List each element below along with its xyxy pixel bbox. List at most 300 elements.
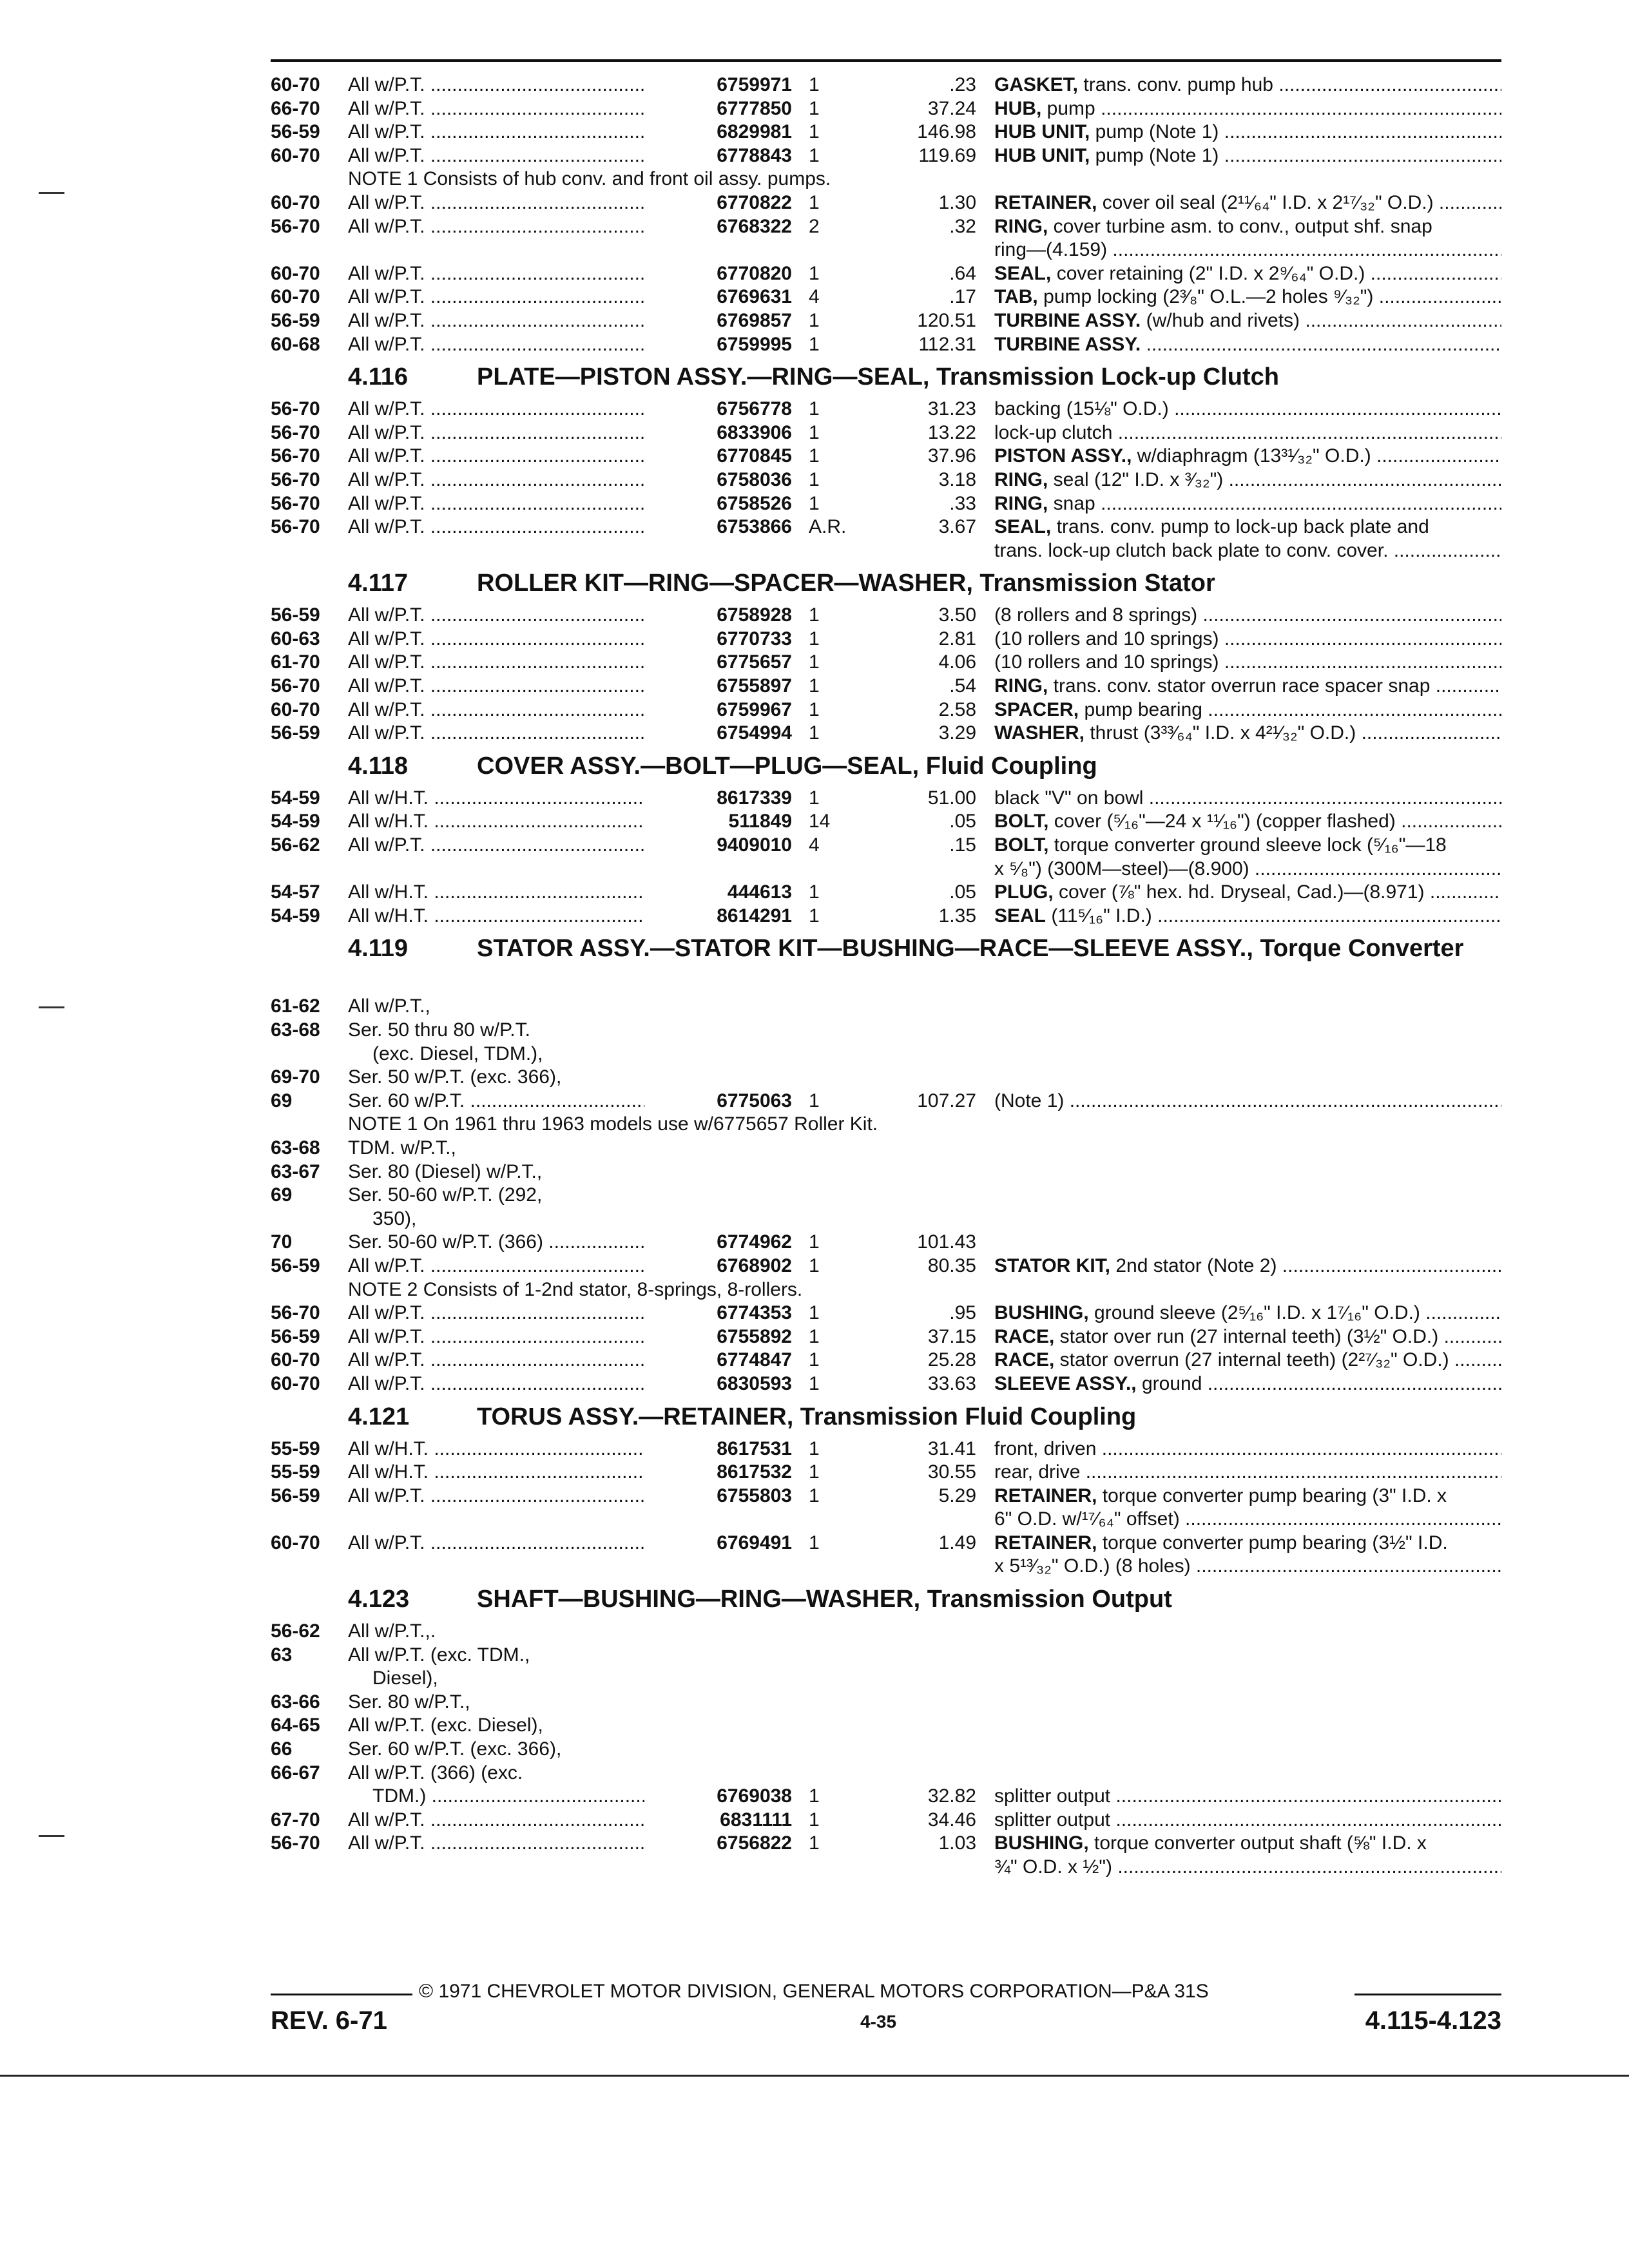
part-row [271,1231,1501,1254]
footer-rule-left [271,1994,412,1995]
model-years: 60-63 [271,628,320,649]
part-name [994,73,1501,97]
part-number: 6758928 [644,604,792,628]
footer-page-number: 4-35 [860,2012,897,2032]
quantity: A.R. [809,516,847,538]
margin-mark [39,192,64,194]
quantity: 1 [809,398,820,420]
part-name-detail: front, driven [994,1437,1097,1459]
part-name-keyword: BOLT, [994,834,1049,856]
part-name-detail: splitter output [994,1785,1111,1807]
application-desc: All w/P.T. ..... [348,1302,670,1325]
application-desc: All w/P.T. (366) (exc. [348,1762,523,1783]
part-row [271,1372,1501,1396]
application-desc: 350), [372,1207,417,1229]
quantity: 1 [809,97,820,119]
model-years: 60-70 [271,1532,320,1553]
application-desc: All w/P.T. ..... [348,834,670,858]
model-years: 54-59 [271,905,320,927]
bottom-rule [0,2075,1629,2077]
model-years: 60-68 [271,333,320,355]
part-name [994,1461,1501,1485]
part-name-detail: x 5¹³⁄₃₂" O.D.) (8 holes) [994,1555,1191,1577]
model-years: 61-62 [271,995,320,1017]
model-years: 56-70 [271,1832,320,1854]
part-name [994,120,1501,144]
price: 1.35 [938,905,976,927]
part-number: 6753866 [644,515,792,539]
application-desc: Ser. 50 thru 80 w/P.T. [348,1019,530,1041]
application-desc: All w/P.T. ..... [348,73,670,97]
part-name-detail: cover retaining (2" I.D. x 2⁹⁄₆₄" O.D.) [1051,262,1365,284]
model-years: 63-67 [271,1160,320,1182]
model-years: 69 [271,1090,293,1111]
part-name-keyword: GASKET, [994,74,1079,95]
part-name [994,262,1501,286]
section-title: COVER ASSY.—BOLT—PLUG—SEAL, Fluid Coupling [477,752,1097,780]
price: 51.00 [927,787,976,809]
part-name [994,1349,1501,1372]
part-name-keyword: HUB UNIT, [994,121,1090,143]
application-desc: All w/H.T. ..... [348,787,670,811]
quantity: 1 [809,1231,820,1253]
quantity: 1 [809,468,820,490]
application-desc: All w/P.T. ..... [348,1325,670,1349]
model-years: 60-70 [271,1349,320,1371]
model-years: 56-70 [271,516,320,538]
price: 1.03 [938,1832,976,1854]
application-desc: All w/P.T. ..... [348,445,670,468]
part-row [271,468,1501,492]
quantity: 1 [809,1437,820,1459]
price: 30.55 [927,1461,976,1483]
part-number: 8617339 [644,787,792,811]
part-name-detail: trans. conv. pump hub [1078,74,1273,95]
price: .05 [949,881,976,903]
quantity: 1 [809,421,820,443]
model-years: 63-68 [271,1137,320,1158]
part-name-detail: (10 rollers and 10 springs) [994,628,1219,649]
part-name [994,651,1501,675]
part-name-detail: torque converter pump bearing (3" I.D. x [1097,1485,1447,1506]
part-name [994,1254,1501,1278]
part-row [271,73,1501,97]
part-name [994,285,1501,309]
price: 37.96 [927,445,976,467]
model-years: 60-70 [271,262,320,284]
application-desc: Ser. 80 (Diesel) w/P.T., [348,1160,543,1182]
price: .17 [949,286,976,308]
model-years: 64-65 [271,1715,320,1736]
part-name-keyword: STATOR KIT, [994,1254,1110,1276]
part-row [271,1325,1501,1349]
part-name [994,1532,1501,1555]
note-row [271,1278,1501,1302]
application-desc: All w/P.T. ..... [348,97,670,121]
quantity: 1 [809,698,820,720]
part-number: 6774847 [644,1349,792,1372]
price: 31.23 [927,398,976,420]
application-desc: Ser. 50-60 w/P.T. (292, [348,1184,543,1206]
application-desc: Ser. 80 w/P.T., [348,1691,470,1713]
quantity: 1 [809,144,820,166]
part-name-keyword: RING, [994,675,1048,697]
section-number: 4.116 [348,363,408,391]
part-row [271,1254,1501,1278]
part-row [271,834,1501,858]
application-desc: All w/P.T. ..... [348,1832,670,1856]
model-years: 63-66 [271,1691,320,1713]
part-number: 6774353 [644,1302,792,1325]
part-name-detail: torque converter pump bearing (3½" I.D. [1097,1532,1448,1553]
application-desc: Ser. 60 w/P.T. ..... [348,1090,670,1113]
part-name [994,398,1501,421]
price: 34.46 [927,1809,976,1831]
application-desc: All w/P.T., [348,995,430,1017]
note-row [271,168,1501,191]
parts-catalog-page [271,0,1501,2268]
part-name-detail: seal (12" I.D. x ³⁄₃₂") [1048,468,1224,490]
part-name [994,445,1501,468]
part-number: 6829981 [644,120,792,144]
part-number: 6833906 [644,421,792,445]
application-desc: All w/P.T.,. [348,1620,436,1642]
part-row [271,1160,1501,1184]
part-name [994,468,1501,492]
price: 5.29 [938,1485,976,1506]
part-row [271,1714,1501,1738]
part-name-detail: 6" O.D. w/¹⁷⁄₆₄" offset) [994,1508,1180,1530]
quantity: 1 [809,262,820,284]
application-desc: Ser. 50-60 w/P.T. (366) ..... [348,1231,670,1254]
quantity: 1 [809,651,820,673]
quantity: 1 [809,1090,820,1111]
application-desc: All w/P.T. ..... [348,628,670,651]
part-row [271,858,1501,881]
part-row [271,97,1501,121]
parts-list [271,73,1501,1879]
part-row [271,1856,1501,1879]
application-desc: All w/P.T. ..... [348,698,670,722]
part-name-detail: trans. lock-up clutch back plate to conv. cover. [994,539,1389,561]
quantity: 1 [809,1302,820,1324]
model-years: 56-59 [271,1325,320,1347]
model-years: 60-70 [271,698,320,720]
price: 2.58 [938,698,976,720]
price: 4.06 [938,651,976,673]
part-number: 6755803 [644,1485,792,1508]
part-row [271,651,1501,675]
part-name-keyword: RETAINER, [994,1485,1097,1506]
price: 13.22 [927,421,976,443]
section-title: TORUS ASSY.—RETAINER, Transmission Fluid Coupling [477,1403,1137,1430]
application-desc: All w/P.T. ..... [348,604,670,628]
part-name [994,698,1501,722]
part-row [271,1508,1501,1532]
application-desc: All w/P.T. ..... [348,1485,670,1508]
part-name-detail: x ⁵⁄₈") (300M—steel)—(8.900) [994,858,1249,879]
quantity: 4 [809,286,820,308]
model-years: 56-70 [271,445,320,467]
part-name-detail: ¾" O.D. x ½") [994,1856,1113,1878]
section-heading [271,364,1501,394]
part-name-keyword: WASHER, [994,722,1085,744]
part-row [271,1738,1501,1762]
part-name [994,515,1501,539]
part-name-detail: (10 rollers and 10 springs) [994,651,1219,673]
quantity: 1 [809,1254,820,1276]
part-row [271,1832,1501,1856]
part-name-keyword: TAB, [994,286,1038,308]
part-name-detail: pump (Note 1) [1090,121,1219,143]
part-name [994,539,1501,563]
quantity: 1 [809,1349,820,1371]
part-name-keyword: HUB UNIT, [994,144,1090,166]
part-row [271,1809,1501,1832]
part-row [271,515,1501,539]
part-name-detail: pump bearing [1079,698,1202,720]
price: .15 [949,834,976,856]
price: 25.28 [927,1349,976,1371]
quantity: 1 [809,1532,820,1553]
part-name-keyword: RETAINER, [994,191,1097,213]
quantity: 1 [809,309,820,331]
part-row [271,1302,1501,1325]
part-number: 6758526 [644,492,792,516]
part-name-keyword: PLUG, [994,881,1054,903]
model-years: 60-70 [271,144,320,166]
price: 32.82 [927,1785,976,1807]
part-number: 6770820 [644,262,792,286]
application-desc: All w/P.T. ..... [348,1349,670,1372]
part-row [271,1019,1501,1043]
application-desc: All w/P.T. ..... [348,333,670,357]
margin-mark [39,1006,64,1008]
quantity: 1 [809,722,820,744]
section-heading [271,936,1501,991]
application-desc: TDM.) ..... [348,1785,695,1809]
section-number: 4.118 [348,752,408,780]
part-number: 8614291 [644,905,792,928]
price: 3.29 [938,722,976,744]
part-row [271,144,1501,168]
part-name-keyword: RING, [994,468,1048,490]
footer-rule-right [1354,1994,1501,1995]
part-name-keyword: TURBINE ASSY. [994,333,1141,355]
application-desc: Ser. 50 w/P.T. (exc. 366), [348,1066,562,1088]
part-row [271,421,1501,445]
application-desc: All w/P.T. ..... [348,309,670,333]
application-desc: All w/P.T. ..... [348,398,670,421]
part-name [994,1372,1501,1396]
model-years: 60-70 [271,286,320,308]
price: 3.18 [938,468,976,490]
part-row [271,1137,1501,1160]
part-name-keyword: BUSHING, [994,1302,1089,1324]
part-row [271,1066,1501,1090]
part-name [994,1325,1501,1349]
part-number: 6774962 [644,1231,792,1254]
part-name [994,675,1501,698]
part-name-keyword: SEAL [994,905,1046,927]
part-name-detail: (8 rollers and 8 springs) [994,604,1198,626]
part-number: 6777850 [644,97,792,121]
section-title: STATOR ASSY.—STATOR KIT—BUSHING—RACE—SLEEVE ASSY., Torque Converter [477,935,1464,963]
part-number: 444613 [644,881,792,905]
part-name [994,858,1501,881]
price: 1.30 [938,191,976,213]
part-number: 6830593 [644,1372,792,1396]
part-name-detail: black "V" on bowl [994,787,1144,809]
part-name-keyword: BOLT, [994,811,1049,832]
quantity: 14 [809,811,831,832]
part-row [271,1691,1501,1715]
quantity: 1 [809,333,820,355]
part-number: 6754994 [644,722,792,745]
quantity: 1 [809,121,820,143]
model-years: 66-67 [271,1762,320,1783]
price: 3.67 [938,516,976,538]
quantity: 1 [809,628,820,649]
part-row [271,604,1501,628]
model-years: 66 [271,1738,293,1760]
part-name [994,1302,1501,1325]
part-name-keyword: RETAINER, [994,1532,1097,1553]
part-row [271,539,1501,563]
part-number: 6770845 [644,445,792,468]
section-number: 4.119 [348,935,408,963]
part-name [994,787,1501,811]
part-name [994,1856,1501,1879]
application-desc: All w/P.T. ..... [348,421,670,445]
application-desc: All w/P.T. ..... [348,1532,670,1555]
part-number: 6769631 [644,285,792,309]
application-desc: All w/P.T. ..... [348,1809,670,1832]
part-number: 6770822 [644,191,792,215]
section-title: SHAFT—BUSHING—RING—WASHER, Transmission Output [477,1586,1172,1613]
application-desc: Ser. 60 w/P.T. (exc. 366), [348,1738,562,1760]
part-name-detail: (w/hub and rivets) [1141,309,1300,331]
part-number: 6768902 [644,1254,792,1278]
model-years: 60-70 [271,191,320,213]
model-years: 56-62 [271,1620,320,1642]
model-years: 60-70 [271,74,320,95]
price: .23 [949,74,976,95]
footer-section-range: 4.115-4.123 [1365,2006,1501,2035]
application-desc: All w/H.T. ..... [348,1461,670,1485]
model-years: 56-59 [271,121,320,143]
part-number: 9409010 [644,834,792,858]
section-heading [271,1586,1501,1616]
part-row [271,810,1501,834]
part-name [994,1809,1501,1832]
part-name-keyword: SEAL, [994,262,1052,284]
part-number: 8617531 [644,1437,792,1461]
application-desc: All w/H.T. ..... [348,1437,670,1461]
part-row [271,1485,1501,1508]
quantity: 1 [809,1809,820,1831]
part-name [994,1555,1501,1579]
model-years: 55-59 [271,1461,320,1483]
quantity: 1 [809,675,820,697]
part-row [271,285,1501,309]
application-desc: All w/P.T. (exc. Diesel), [348,1715,543,1736]
section-title: PLATE—PISTON ASSY.—RING—SEAL, Transmission Lock-up Clutch [477,363,1280,391]
model-years: 69-70 [271,1066,320,1088]
part-name-detail: cover (⁵⁄₁₆"—24 x ¹¹⁄₁₆") (copper flashed) [1048,811,1396,832]
note-row [271,1113,1501,1137]
application-desc: TDM. w/P.T., [348,1137,456,1158]
part-name-keyword: HUB, [994,97,1042,119]
quantity: 1 [809,1785,820,1807]
application-desc: All w/P.T. ..... [348,1254,670,1278]
part-name-detail: (11⁵⁄₁₆" I.D.) [1046,905,1152,927]
application-desc: All w/H.T. ..... [348,810,670,834]
part-name-detail: thrust (3³³⁄₆₄" I.D. x 4²¹⁄₃₂" O.D.) [1084,722,1356,744]
part-number: 511849 [644,810,792,834]
part-row [271,1667,1501,1691]
part-name-keyword: SLEEVE ASSY., [994,1372,1137,1394]
model-years: 61-70 [271,651,320,673]
part-name [994,628,1501,651]
part-name-keyword: RACE, [994,1325,1055,1347]
model-years: 66-70 [271,97,320,119]
model-years: 56-70 [271,492,320,514]
part-name [994,1785,1501,1809]
part-number: 6755897 [644,675,792,698]
part-number: 6758036 [644,468,792,492]
part-name-detail: stator over run (27 internal teeth) (3½" O.D.) [1054,1325,1439,1347]
part-name-detail: torque converter output shaft (⅝" I.D. x [1088,1832,1427,1854]
part-row [271,722,1501,745]
part-name [994,97,1501,121]
application-desc: All w/P.T. ..... [348,492,670,516]
model-years: 56-59 [271,604,320,626]
part-row [271,1785,1501,1809]
model-years: 54-59 [271,811,320,832]
price: 101.43 [917,1231,976,1253]
part-name-detail: ground [1136,1372,1202,1394]
part-row [271,1184,1501,1207]
part-number: 6769038 [644,1785,792,1809]
part-row [271,333,1501,357]
application-desc: All w/P.T. ..... [348,215,670,239]
quantity: 1 [809,905,820,927]
model-years: 67-70 [271,1809,320,1831]
part-name-detail: stator overrun (27 internal teeth) (2²⁷⁄₃₂" O.D.) [1054,1349,1449,1371]
part-number: 6778843 [644,144,792,168]
application-desc: (exc. Diesel, TDM.), [372,1043,543,1064]
price: .33 [949,492,976,514]
note-text: NOTE 2 Consists of 1-2nd stator, 8-springs, 8-rollers. [348,1278,803,1300]
quantity: 1 [809,1485,820,1506]
part-row [271,215,1501,239]
application-desc: All w/H.T. ..... [348,881,670,905]
part-row [271,1207,1501,1231]
part-name [994,834,1501,858]
part-name [994,191,1501,215]
part-row [271,1461,1501,1485]
model-years: 56-62 [271,834,320,856]
part-name-detail: ring—(4.159) [994,239,1108,261]
part-name-keyword: RACE, [994,1349,1055,1371]
part-name-detail: splitter output [994,1809,1111,1831]
model-years: 63 [271,1644,293,1666]
section-number: 4.121 [348,1403,410,1430]
part-name [994,1437,1501,1461]
application-desc: All w/P.T. ..... [348,468,670,492]
price: .05 [949,811,976,832]
